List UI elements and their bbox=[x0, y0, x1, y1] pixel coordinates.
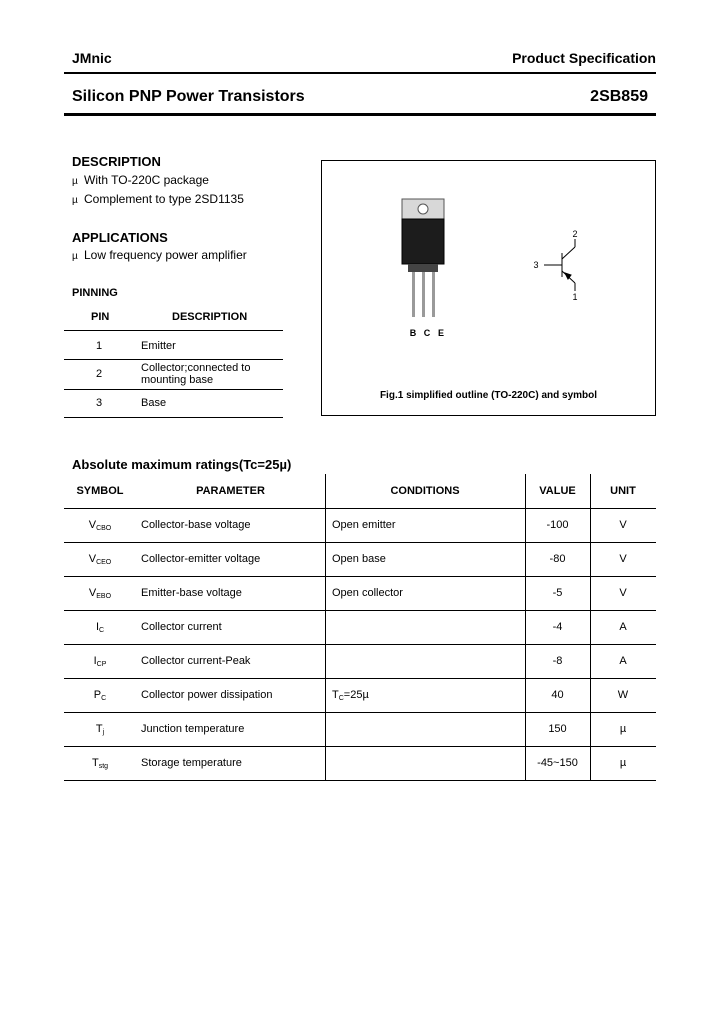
symbol-cell: $V_{CBO}$ bbox=[88, 519, 112, 532]
figure-box bbox=[321, 160, 656, 416]
symbol-cell: $P_C$ bbox=[93, 689, 107, 702]
pin-number: 2 bbox=[96, 368, 103, 380]
pinning-rule bbox=[64, 330, 283, 331]
mounting-hole bbox=[418, 204, 428, 214]
value-cell: -5 bbox=[552, 587, 563, 599]
value-cell: -100 bbox=[546, 519, 569, 531]
description-item: µ With TO-220C package bbox=[72, 173, 209, 187]
unit-cell: µ bbox=[619, 723, 627, 735]
unit-cell: V bbox=[619, 519, 627, 531]
symbol-cell: $I_C$ bbox=[95, 621, 105, 634]
parameter-cell: Storage temperature bbox=[141, 757, 242, 769]
symbol-pin-label-1: 1 bbox=[572, 292, 578, 302]
description-item: µ Complement to type 2SD1135 bbox=[72, 192, 244, 206]
unit-cell: W bbox=[617, 689, 629, 701]
pin-description-header: DESCRIPTION bbox=[172, 311, 248, 323]
row-divider bbox=[64, 508, 656, 509]
column-divider bbox=[325, 474, 326, 780]
unit-cell: A bbox=[619, 655, 627, 667]
row-divider bbox=[64, 746, 656, 747]
lead-collector bbox=[422, 272, 425, 317]
symbol-cell: $V_{EBO}$ bbox=[88, 587, 112, 600]
value-cell: 40 bbox=[551, 689, 564, 701]
parameter-cell: Collector current bbox=[141, 621, 222, 633]
header-rule bbox=[64, 72, 656, 74]
application-item: µ Low frequency power amplifier bbox=[72, 248, 247, 262]
package-outline-drawing bbox=[322, 161, 655, 415]
conditions-header: CONDITIONS bbox=[390, 485, 460, 497]
lead-label-b: B bbox=[409, 328, 417, 338]
row-divider bbox=[64, 610, 656, 611]
document-type: Product Specification bbox=[512, 50, 656, 66]
pin-description: Base bbox=[141, 397, 167, 409]
pinning-rule bbox=[64, 417, 283, 418]
applications-heading: APPLICATIONS bbox=[72, 230, 168, 245]
lead-label-e: E bbox=[437, 328, 445, 338]
row-divider bbox=[64, 712, 656, 713]
part-number: 2SB859 bbox=[590, 88, 648, 105]
pinning-heading: PINNING bbox=[72, 287, 118, 299]
parameter-cell: Collector-emitter voltage bbox=[141, 553, 261, 565]
parameter-cell: Emitter-base voltage bbox=[141, 587, 242, 599]
parameter-cell: Collector-base voltage bbox=[141, 519, 251, 531]
value-cell: -80 bbox=[549, 553, 566, 565]
parameter-cell: Collector current-Peak bbox=[141, 655, 251, 667]
parameter-header: PARAMETER bbox=[196, 485, 265, 497]
conditions-cell: Open emitter bbox=[332, 519, 396, 531]
lead-base bbox=[412, 272, 415, 317]
symbol-cell: $T_j$ bbox=[95, 723, 105, 736]
pinning-rule bbox=[64, 389, 283, 390]
row-divider bbox=[64, 542, 656, 543]
ratings-heading: Absolute maximum ratings(Tc=25µ) bbox=[72, 457, 292, 472]
unit-cell: A bbox=[619, 621, 627, 633]
parameter-cell: Junction temperature bbox=[141, 723, 245, 735]
row-divider bbox=[64, 678, 656, 679]
unit-cell: V bbox=[619, 553, 627, 565]
pin-description: Collector;connected to mounting base bbox=[141, 362, 251, 386]
value-cell: 150 bbox=[548, 723, 567, 735]
value-header: VALUE bbox=[539, 485, 576, 497]
lead-emitter bbox=[432, 272, 435, 317]
pin-number: 1 bbox=[96, 340, 103, 352]
conditions-cell: Open collector bbox=[332, 587, 403, 599]
value-cell: -8 bbox=[552, 655, 563, 667]
package-shoulder bbox=[408, 264, 438, 272]
value-cell: -4 bbox=[552, 621, 563, 633]
figure-caption: Fig.1 simplified outline (TO-220C) and symbol bbox=[379, 390, 598, 401]
product-line-title: Silicon PNP Power Transistors bbox=[72, 88, 305, 105]
ratings-table bbox=[64, 474, 656, 780]
symbol-pin-label-3: 3 bbox=[533, 260, 539, 270]
symbol-cell: $V_{CEO}$ bbox=[88, 553, 112, 566]
package-body bbox=[402, 219, 444, 264]
row-divider bbox=[64, 644, 656, 645]
row-divider bbox=[64, 780, 656, 781]
pinning-rule bbox=[64, 359, 283, 360]
pin-number: 3 bbox=[96, 397, 103, 409]
bullet-mark: µ bbox=[72, 251, 78, 262]
pnp-transistor-symbol bbox=[544, 239, 575, 291]
unit-cell: V bbox=[619, 587, 627, 599]
description-heading: DESCRIPTION bbox=[72, 154, 161, 169]
unit-header: UNIT bbox=[610, 485, 636, 497]
unit-cell: µ bbox=[619, 757, 627, 769]
parameter-cell: Collector power dissipation bbox=[141, 689, 273, 701]
conditions-cell: Open base bbox=[332, 553, 386, 565]
conditions-cell: $T_C=25\mu$ bbox=[332, 689, 369, 702]
bullet-mark: µ bbox=[72, 176, 78, 187]
symbol-pin-label-2: 2 bbox=[572, 229, 578, 239]
symbol-cell: $I_{CP}$ bbox=[93, 655, 107, 668]
lead-label-c: C bbox=[423, 328, 431, 338]
symbol-header: SYMBOL bbox=[76, 485, 124, 497]
symbol-cell: $T_{stg}$ bbox=[91, 757, 109, 770]
bullet-mark: µ bbox=[72, 195, 78, 206]
pin-description: Emitter bbox=[141, 340, 176, 352]
pin-column-header: PIN bbox=[91, 311, 110, 323]
title-rule bbox=[64, 113, 656, 116]
value-cell: -45~150 bbox=[537, 757, 578, 769]
row-divider bbox=[64, 576, 656, 577]
company-name: JMnic bbox=[72, 50, 112, 66]
